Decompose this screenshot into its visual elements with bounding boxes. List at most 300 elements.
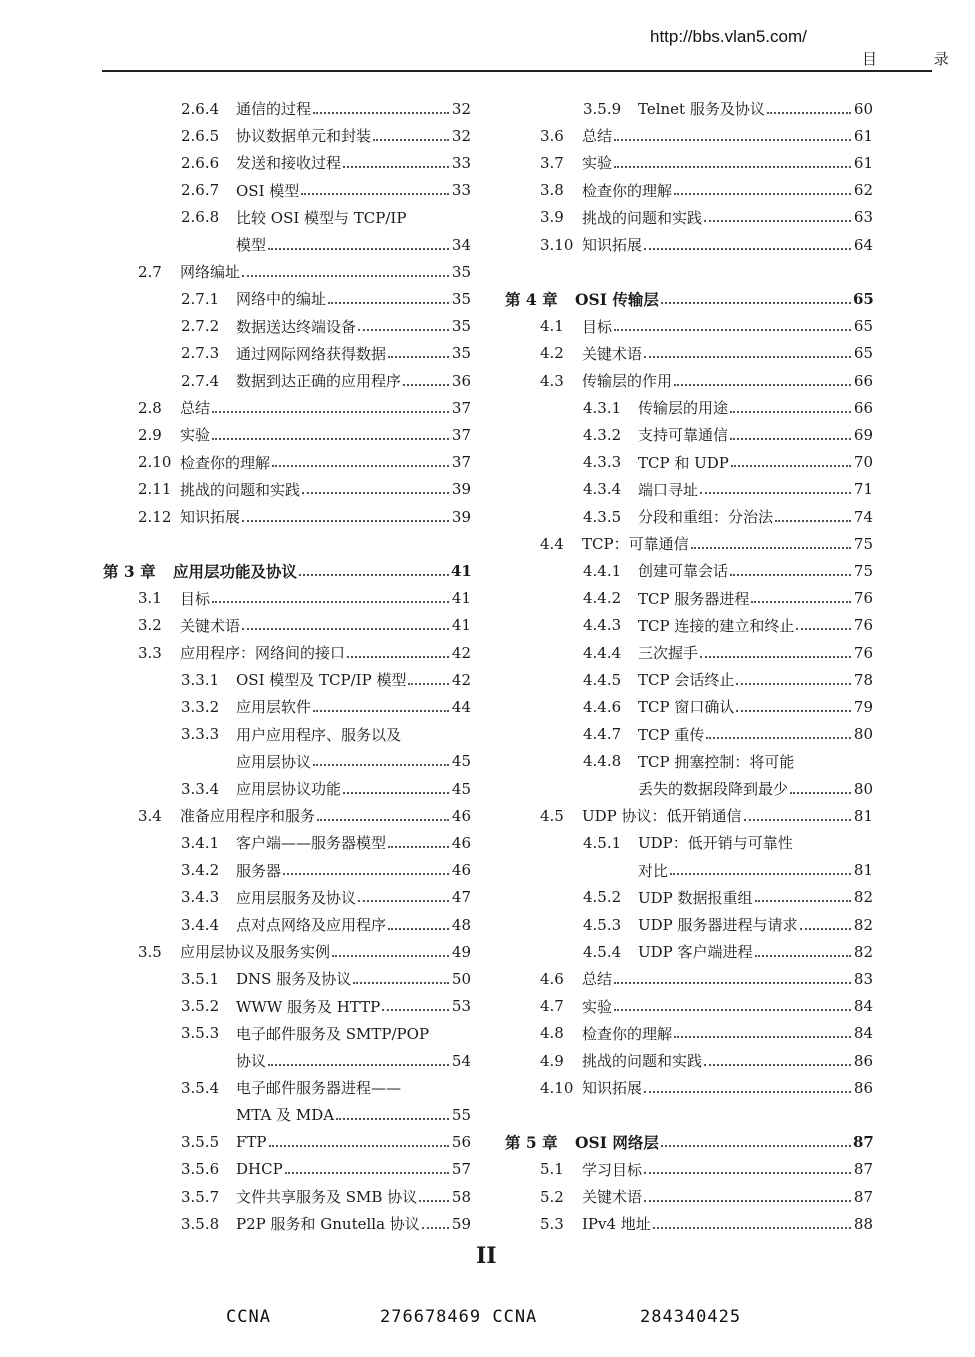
toc-leader-dots bbox=[299, 574, 449, 576]
toc-entry[interactable] bbox=[181, 748, 471, 775]
toc-entry-page: 80 bbox=[853, 779, 873, 798]
toc-entry-title: 分段和重组：分治法 bbox=[638, 508, 774, 526]
toc-entry[interactable] bbox=[181, 1047, 471, 1074]
toc-entry-page: 47 bbox=[451, 888, 471, 907]
toc-entry-title: 挑战的问题和实践 bbox=[582, 1052, 703, 1070]
toc-entry-number: 2.9 bbox=[138, 425, 162, 444]
toc-entry[interactable] bbox=[138, 394, 471, 421]
toc-entry-number: 3.6 bbox=[540, 126, 564, 145]
toc-entry-page: 75 bbox=[853, 534, 873, 553]
toc-leader-dots bbox=[670, 873, 851, 875]
toc-entry[interactable] bbox=[181, 721, 471, 748]
toc-entry-number: 3.4.2 bbox=[181, 861, 220, 880]
toc-entry[interactable] bbox=[138, 421, 471, 448]
toc-entry-page: 81 bbox=[853, 806, 873, 825]
toc-entry-title: 文件共享服务及 SMB 协议 bbox=[236, 1188, 418, 1206]
toc-leader-dots bbox=[388, 846, 449, 848]
toc-entry[interactable] bbox=[540, 1210, 873, 1237]
toc-entry[interactable] bbox=[138, 639, 471, 666]
toc-entry[interactable] bbox=[181, 1156, 471, 1183]
toc-leader-dots bbox=[212, 601, 449, 603]
toc-entry-number: 4.4.3 bbox=[583, 616, 622, 635]
toc-entry[interactable] bbox=[138, 612, 471, 639]
toc-leader-dots bbox=[644, 1200, 851, 1202]
toc-entry-page: 35 bbox=[451, 289, 471, 308]
toc-entry[interactable] bbox=[138, 938, 471, 965]
toc-leader-dots bbox=[674, 1036, 851, 1038]
toc-entry-number: 2.7 bbox=[138, 262, 162, 281]
toc-entry-page: 57 bbox=[451, 1160, 471, 1179]
toc-entry-page: 53 bbox=[451, 997, 471, 1016]
toc-entry[interactable] bbox=[583, 911, 873, 938]
toc-entry[interactable] bbox=[540, 1047, 873, 1074]
toc-entry[interactable] bbox=[181, 149, 471, 176]
toc-entry[interactable] bbox=[583, 449, 873, 476]
toc-entry-page: 65 bbox=[853, 344, 873, 363]
toc-entry[interactable] bbox=[181, 666, 471, 693]
toc-leader-dots bbox=[317, 819, 449, 821]
toc-entry-page: 82 bbox=[853, 915, 873, 934]
toc-entry-number: 4.3.3 bbox=[583, 453, 622, 472]
toc-entry[interactable] bbox=[540, 965, 873, 992]
toc-entry-title: 实验 bbox=[582, 997, 613, 1016]
toc-entry-title: MTA 及 MDA bbox=[236, 1106, 335, 1125]
toc-entry-title: 传输层的用途 bbox=[638, 399, 729, 418]
toc-entry[interactable] bbox=[583, 666, 873, 693]
toc-entry-page: 76 bbox=[853, 589, 873, 608]
toc-entry-title: 通过网际网络获得数据 bbox=[236, 344, 387, 363]
toc-entry-page: 60 bbox=[853, 99, 873, 118]
toc-entry-number: 4.2 bbox=[540, 344, 564, 363]
toc-entry-number: 3.3.3 bbox=[181, 725, 220, 744]
toc-entry-page: 76 bbox=[853, 643, 873, 662]
toc-entry[interactable] bbox=[583, 748, 873, 775]
toc-leader-dots bbox=[336, 1118, 449, 1120]
toc-leader-dots bbox=[212, 438, 449, 440]
toc-leader-dots bbox=[332, 955, 449, 957]
toc-entry-number: 4.9 bbox=[540, 1051, 564, 1070]
toc-entry-page: 33 bbox=[451, 153, 471, 172]
toc-entry-number: 3.4.4 bbox=[181, 915, 220, 934]
toc-entry-number: 4.8 bbox=[540, 1024, 564, 1043]
toc-entry-page: 82 bbox=[853, 942, 873, 961]
toc-entry[interactable] bbox=[540, 1074, 873, 1101]
toc-entry[interactable] bbox=[181, 177, 471, 204]
toc-entry[interactable] bbox=[540, 122, 873, 149]
toc-entry-number: 4.5.2 bbox=[583, 888, 622, 907]
toc-entry[interactable] bbox=[181, 285, 471, 312]
toc-entry[interactable] bbox=[583, 503, 873, 530]
toc-entry-page: 79 bbox=[853, 697, 873, 716]
toc-entry-number: 3.5.3 bbox=[181, 1024, 220, 1043]
toc-entry-title: 发送和接收过程 bbox=[236, 154, 342, 173]
toc-leader-dots bbox=[704, 220, 851, 222]
toc-entry-title: TCP 拥塞控制：将可能 bbox=[638, 752, 795, 771]
toc-entry-page: 56 bbox=[451, 1133, 471, 1152]
toc-entry-title: 实验 bbox=[582, 154, 613, 173]
toc-entry[interactable] bbox=[583, 884, 873, 911]
toc-entry-title: 端口寻址 bbox=[638, 480, 699, 499]
toc-entry-title: OSI 模型及 TCP/IP 模型 bbox=[236, 671, 407, 690]
toc-entry-number: 4.4.1 bbox=[583, 561, 622, 580]
toc-entry-number: 4.3 bbox=[540, 371, 564, 390]
toc-leader-dots bbox=[644, 248, 851, 250]
toc-entry-page: 64 bbox=[853, 235, 873, 254]
toc-leader-dots bbox=[767, 112, 851, 114]
toc-entry-number: 5.2 bbox=[540, 1187, 564, 1206]
toc-entry-page: 69 bbox=[853, 425, 873, 444]
toc-leader-dots bbox=[661, 1145, 851, 1147]
toc-entry-title: 总结 bbox=[180, 399, 211, 418]
toc-entry[interactable] bbox=[181, 884, 471, 911]
toc-entry-number: 4.4.8 bbox=[583, 752, 622, 771]
toc-entry[interactable] bbox=[181, 1183, 471, 1210]
toc-leader-dots bbox=[704, 1064, 851, 1066]
toc-entry-page: 71 bbox=[853, 480, 873, 499]
toc-entry-number: 2.12 bbox=[138, 507, 172, 526]
toc-leader-dots bbox=[800, 928, 851, 930]
toc-entry-page: 41 bbox=[451, 616, 471, 635]
toc-entry-title: 传输层的作用 bbox=[582, 372, 673, 390]
toc-entry-number: 2.6.6 bbox=[181, 153, 220, 172]
toc-entry-title: 检查你的理解 bbox=[582, 1024, 673, 1043]
toc-entry-page: 65 bbox=[853, 289, 874, 308]
toc-entry-title: 丢失的数据段降到最少 bbox=[638, 780, 789, 798]
toc-entry[interactable] bbox=[540, 1156, 873, 1183]
toc-entry-title: 关键术语 bbox=[582, 344, 643, 363]
toc-entry-title: 应用程序：网络间的接口 bbox=[180, 644, 346, 662]
toc-entry-number: 4.3.2 bbox=[583, 425, 622, 444]
toc-entry-page: 87 bbox=[853, 1187, 873, 1206]
toc-leader-dots bbox=[268, 248, 449, 250]
toc-leader-dots bbox=[736, 710, 851, 712]
toc-entry[interactable] bbox=[181, 340, 471, 367]
toc-entry-number: 3.7 bbox=[540, 153, 564, 172]
toc-entry-title: 实验 bbox=[180, 426, 211, 445]
toc-entry-page: 32 bbox=[451, 126, 471, 145]
toc-entry-title: 网络中的编址 bbox=[236, 290, 327, 309]
toc-entry-title: 支持可靠通信 bbox=[638, 426, 729, 445]
toc-entry[interactable] bbox=[583, 612, 873, 639]
toc-leader-dots bbox=[674, 193, 851, 195]
toc-entry-page: 83 bbox=[853, 969, 873, 988]
toc-leader-dots bbox=[790, 792, 851, 794]
toc-entry-page: 58 bbox=[451, 1187, 471, 1206]
toc-leader-dots bbox=[775, 520, 851, 522]
toc-entry-page: 78 bbox=[853, 670, 873, 689]
toc-entry[interactable] bbox=[583, 394, 873, 421]
toc-entry[interactable] bbox=[181, 1074, 471, 1101]
toc-entry[interactable] bbox=[540, 149, 873, 176]
toc-entry-title: OSI 网络层 bbox=[575, 1133, 659, 1153]
toc-entry-number: 2.6.7 bbox=[181, 181, 220, 200]
toc-entry[interactable] bbox=[583, 476, 873, 503]
toc-entry-page: 32 bbox=[451, 99, 471, 118]
toc-entry-title: 知识拓展 bbox=[582, 1079, 643, 1098]
toc-entry-page: 39 bbox=[451, 480, 471, 499]
toc-entry[interactable] bbox=[540, 231, 873, 258]
toc-leader-dots bbox=[691, 547, 851, 549]
toc-entry-page: 50 bbox=[451, 969, 471, 988]
toc-entry-number: 4.4.2 bbox=[583, 589, 622, 608]
toc-entry-title: UDP 服务器进程与请求 bbox=[638, 916, 798, 934]
toc-leader-dots bbox=[614, 139, 851, 141]
toc-entry-title: UDP 协议：低开销通信 bbox=[582, 807, 742, 826]
toc-entry-page: 70 bbox=[853, 453, 873, 472]
toc-entry[interactable] bbox=[138, 585, 471, 612]
toc-leader-dots bbox=[730, 574, 851, 576]
toc-leader-dots bbox=[388, 928, 449, 930]
toc-entry[interactable] bbox=[540, 177, 873, 204]
toc-entry-number: 3.8 bbox=[540, 181, 564, 200]
toc-entry-title: 总结 bbox=[582, 970, 613, 989]
toc-entry-number: 4.4.5 bbox=[583, 670, 622, 689]
toc-entry[interactable] bbox=[138, 476, 471, 503]
toc-entry-number: 2.7.4 bbox=[181, 371, 220, 390]
header-rule bbox=[102, 70, 932, 72]
toc-entry-number: 4.4.4 bbox=[583, 643, 622, 662]
toc-entry-page: 49 bbox=[451, 942, 471, 961]
footer-left: CCNA bbox=[226, 1307, 271, 1327]
toc-entry-number: 5.1 bbox=[540, 1160, 564, 1179]
footer-right: 284340425 bbox=[640, 1307, 742, 1327]
toc-entry-number: 4.3.4 bbox=[583, 480, 622, 499]
toc-entry[interactable] bbox=[181, 367, 471, 394]
toc-entry-page: 39 bbox=[451, 507, 471, 526]
toc-entry[interactable] bbox=[181, 965, 471, 992]
toc-entry-page: 46 bbox=[451, 806, 471, 825]
toc-leader-dots bbox=[796, 628, 851, 630]
toc-entry[interactable] bbox=[181, 993, 471, 1020]
toc-leader-dots bbox=[343, 792, 449, 794]
toc-entry-page: 41 bbox=[451, 561, 472, 580]
toc-leader-dots bbox=[706, 737, 851, 739]
toc-leader-dots bbox=[358, 329, 449, 331]
toc-entry-title: 点对点网络及应用程序 bbox=[236, 916, 387, 934]
toc-leader-dots bbox=[661, 302, 851, 304]
toc-leader-dots bbox=[736, 683, 851, 685]
toc-entry-title: 学习目标 bbox=[582, 1160, 643, 1179]
toc-entry-title: 应用层软件 bbox=[236, 698, 312, 717]
toc-entry-title: Telnet 服务及协议 bbox=[638, 100, 765, 118]
toc-leader-dots bbox=[347, 656, 449, 658]
toc-entry-number: 3.3.1 bbox=[181, 670, 220, 689]
toc-leader-dots bbox=[313, 112, 449, 114]
toc-entry-title: 关键术语 bbox=[180, 616, 241, 635]
toc-entry-page: 87 bbox=[853, 1160, 873, 1179]
toc-entry[interactable] bbox=[181, 693, 471, 720]
toc-chapter-entry[interactable] bbox=[505, 285, 873, 312]
toc-entry[interactable] bbox=[181, 775, 471, 802]
toc-entry-number: 3.3.4 bbox=[181, 779, 220, 798]
toc-entry-page: 37 bbox=[451, 425, 471, 444]
toc-leader-dots bbox=[313, 764, 449, 766]
toc-entry[interactable] bbox=[540, 993, 873, 1020]
toc-entry[interactable] bbox=[540, 204, 873, 231]
toc-leader-dots bbox=[700, 492, 851, 494]
toc-entry-title: OSI 传输层 bbox=[575, 289, 659, 309]
toc-entry[interactable] bbox=[583, 585, 873, 612]
toc-entry-page: 46 bbox=[451, 861, 471, 880]
toc-entry[interactable] bbox=[181, 911, 471, 938]
toc-entry-number: 3.5 bbox=[138, 942, 162, 961]
toc-entry[interactable] bbox=[181, 1020, 471, 1047]
toc-entry-number: 4.4.7 bbox=[583, 725, 622, 744]
toc-entry-number: 3.3.2 bbox=[181, 697, 220, 716]
toc-entry-title: UDP 客户端进程 bbox=[638, 943, 753, 962]
toc-entry[interactable] bbox=[138, 258, 471, 285]
toc-leader-dots bbox=[751, 601, 851, 603]
toc-leader-dots bbox=[302, 492, 449, 494]
toc-entry-title: 准备应用程序和服务 bbox=[180, 807, 316, 826]
toc-entry-page: 45 bbox=[451, 779, 471, 798]
toc-entry-number: 2.6.5 bbox=[181, 126, 220, 145]
toc-leader-dots bbox=[614, 1009, 851, 1011]
toc-entry-page: 66 bbox=[853, 371, 873, 390]
toc-leader-dots bbox=[313, 710, 449, 712]
toc-entry[interactable] bbox=[583, 938, 873, 965]
toc-entry-number: 5.3 bbox=[540, 1214, 564, 1233]
toc-entry[interactable] bbox=[181, 313, 471, 340]
toc-entry[interactable] bbox=[181, 1210, 471, 1237]
toc-entry[interactable] bbox=[583, 421, 873, 448]
toc-entry-title: IPv4 地址 bbox=[582, 1215, 651, 1234]
toc-entry-page: 86 bbox=[853, 1051, 873, 1070]
toc-entry-number: 4.1 bbox=[540, 317, 564, 336]
toc-leader-dots bbox=[755, 900, 851, 902]
toc-leader-dots bbox=[242, 520, 449, 522]
toc-entry-title: 创建可靠会话 bbox=[638, 562, 729, 581]
toc-leader-dots bbox=[403, 384, 449, 386]
toc-entry[interactable] bbox=[583, 557, 873, 584]
toc-entry-page: 37 bbox=[451, 453, 471, 472]
toc-entry-number: 第 4 章 bbox=[505, 289, 558, 309]
toc-entry[interactable] bbox=[540, 313, 873, 340]
toc-entry-title: 检查你的理解 bbox=[180, 453, 271, 472]
toc-entry[interactable] bbox=[540, 367, 873, 394]
toc-entry[interactable] bbox=[138, 802, 471, 829]
toc-entry-page: 36 bbox=[451, 371, 471, 390]
footer-middle: 276678469 CCNA bbox=[380, 1307, 538, 1327]
toc-entry-title: 知识拓展 bbox=[582, 236, 643, 254]
toc-entry-page: 88 bbox=[853, 1214, 873, 1233]
toc-entry-number: 3.2 bbox=[138, 616, 162, 635]
toc-entry-page: 42 bbox=[451, 643, 471, 662]
toc-entry[interactable] bbox=[583, 693, 873, 720]
toc-leader-dots bbox=[614, 166, 851, 168]
toc-leader-dots bbox=[388, 356, 449, 358]
toc-entry-number: 2.8 bbox=[138, 398, 162, 417]
toc-entry-number: 3.5.9 bbox=[583, 99, 622, 118]
toc-entry-page: 86 bbox=[853, 1078, 873, 1097]
toc-entry[interactable] bbox=[540, 1183, 873, 1210]
toc-leader-dots bbox=[644, 356, 851, 358]
toc-entry-title: TCP 连接的建立和终止 bbox=[638, 616, 795, 635]
toc-entry-title: 目标 bbox=[582, 317, 613, 336]
toc-leader-dots bbox=[301, 193, 449, 195]
toc-entry[interactable] bbox=[540, 1020, 873, 1047]
toc-entry[interactable] bbox=[181, 122, 471, 149]
toc-chapter-entry[interactable] bbox=[103, 557, 471, 584]
toc-entry-page: 44 bbox=[451, 697, 471, 716]
toc-entry-page: 48 bbox=[451, 915, 471, 934]
toc-entry[interactable] bbox=[583, 857, 873, 884]
toc-leader-dots bbox=[644, 1172, 851, 1174]
toc-entry-title: 总结 bbox=[582, 127, 613, 146]
toc-entry-number: 4.5.3 bbox=[583, 915, 622, 934]
toc-entry-page: 42 bbox=[451, 670, 471, 689]
toc-entry-title: 数据送达终端设备 bbox=[236, 317, 357, 336]
toc-entry[interactable] bbox=[181, 1129, 471, 1156]
toc-entry-number: 4.10 bbox=[540, 1078, 574, 1097]
toc-entry[interactable] bbox=[583, 639, 873, 666]
toc-entry-title: DHCP bbox=[236, 1160, 283, 1179]
toc-entry-page: 62 bbox=[853, 181, 873, 200]
toc-leader-dots bbox=[373, 139, 449, 141]
toc-entry[interactable] bbox=[540, 530, 873, 557]
toc-entry-page: 55 bbox=[451, 1105, 471, 1124]
toc-entry[interactable] bbox=[583, 829, 873, 856]
toc-entry-title: TCP 重传 bbox=[638, 725, 705, 744]
toc-entry[interactable] bbox=[540, 802, 873, 829]
toc-entry[interactable] bbox=[181, 1101, 471, 1128]
toc-entry-number: 2.6.8 bbox=[181, 208, 220, 227]
toc-entry-page: 35 bbox=[451, 317, 471, 336]
toc-entry[interactable] bbox=[583, 95, 873, 122]
toc-entry[interactable] bbox=[138, 449, 471, 476]
toc-entry[interactable] bbox=[181, 95, 471, 122]
toc-entry-page: 80 bbox=[853, 725, 873, 744]
toc-entry-title: P2P 服务和 Gnutella 协议 bbox=[236, 1215, 420, 1234]
toc-entry-title: 电子邮件服务及 SMTP/POP bbox=[236, 1024, 430, 1043]
toc-entry-title: 服务器 bbox=[236, 861, 282, 880]
toc-entry-title: TCP：可靠通信 bbox=[582, 535, 689, 554]
toc-entry-page: 75 bbox=[853, 561, 873, 580]
toc-entry[interactable] bbox=[138, 503, 471, 530]
toc-entry-title: 比较 OSI 模型与 TCP/IP bbox=[236, 208, 407, 227]
toc-entry-number: 3.5.8 bbox=[181, 1214, 220, 1233]
toc-entry-number: 2.7.1 bbox=[181, 289, 220, 308]
toc-entry-number: 4.3.5 bbox=[583, 507, 622, 526]
toc-entry-number: 4.5.4 bbox=[583, 942, 622, 961]
toc-entry-number: 3.5.7 bbox=[181, 1187, 220, 1206]
toc-entry-number: 4.7 bbox=[540, 997, 564, 1016]
toc-entry-number: 3.5.2 bbox=[181, 997, 220, 1016]
toc-leader-dots bbox=[285, 1172, 449, 1174]
toc-entry-title: 应用层协议及服务实例 bbox=[180, 943, 331, 962]
toc-chapter-entry[interactable] bbox=[505, 1129, 873, 1156]
toc-entry[interactable] bbox=[181, 231, 471, 258]
toc-leader-dots bbox=[328, 302, 449, 304]
toc-entry-title: 对比 bbox=[638, 861, 669, 880]
toc-leader-dots bbox=[755, 955, 851, 957]
toc-entry[interactable] bbox=[583, 721, 873, 748]
toc-entry-number: 3.9 bbox=[540, 208, 564, 227]
toc-leader-dots bbox=[353, 982, 449, 984]
toc-entry[interactable] bbox=[540, 340, 873, 367]
toc-entry[interactable] bbox=[583, 775, 873, 802]
toc-entry-page: 61 bbox=[853, 126, 873, 145]
header-url[interactable]: http://bbs.vlan5.com/ bbox=[650, 27, 807, 46]
toc-entry-number: 4.3.1 bbox=[583, 398, 622, 417]
toc-entry-title: OSI 模型 bbox=[236, 181, 300, 200]
toc-entry-number: 4.5 bbox=[540, 806, 564, 825]
toc-entry[interactable] bbox=[181, 857, 471, 884]
toc-entry-number: 4.5.1 bbox=[583, 833, 622, 852]
toc-entry[interactable] bbox=[181, 204, 471, 231]
toc-entry[interactable] bbox=[181, 829, 471, 856]
toc-entry-number: 3.5.6 bbox=[181, 1160, 220, 1179]
